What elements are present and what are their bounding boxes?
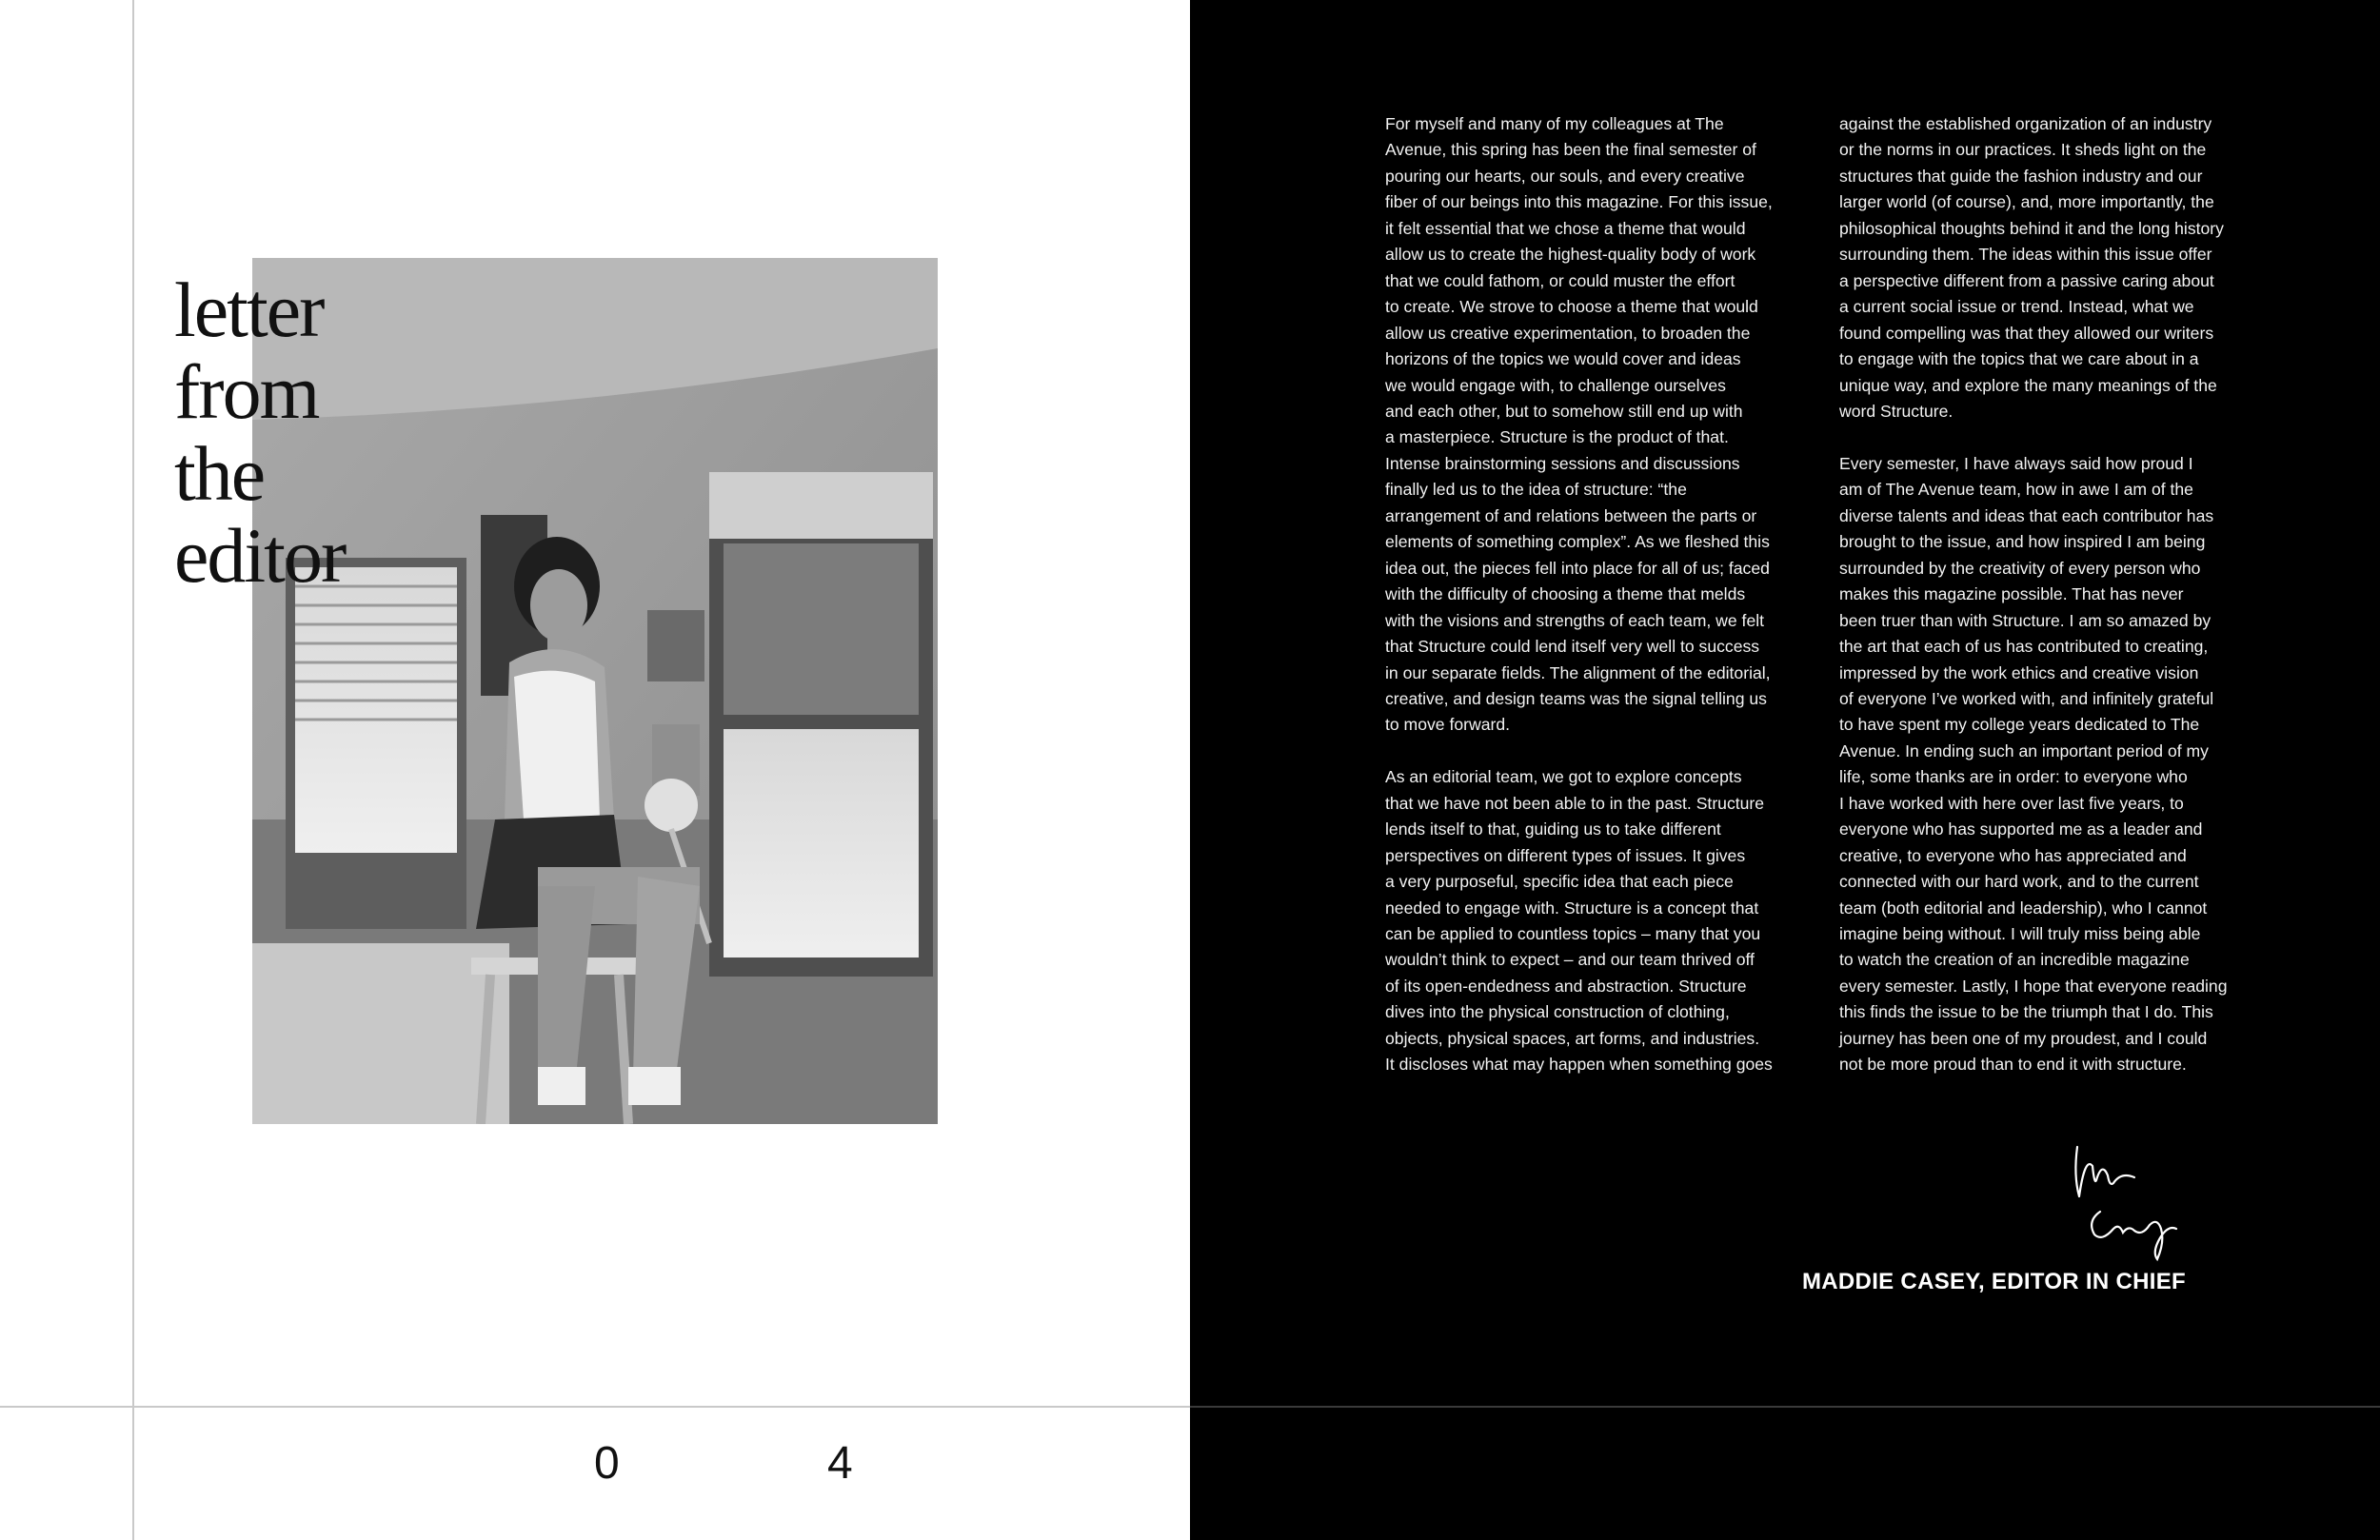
page-number-digit: 0 [594, 1438, 620, 1489]
letter-paragraph: Every semester, I have always said how proud I am of The Avenue team, how in awe I am of the diverse talents and ideas that each contributor has brought to the issue, and how inspired I am being surrounded by the creativity of every person who makes this magazine possible. That has never been truer than with Structure. I am so amazed by the art that each of us has contributed to creating, impressed by the work ethics and creative vision of everyone I’ve worked with, and infinitely grateful to have spent my college years dedicated to The Avenue. In ending such an important period of my life, some thanks are in order: to everyone who I have worked with here over last five years, to everyone who has supported me as a leader and creative, to everyone who has appreciated and connected with our hard work, and to the current team (both editorial and leadership), who I cannot imagine being without. I will truly miss being able to watch the creation of an incredible magazine every semester. Lastly, I hope that everyone reading this finds the issue to be the triumph that I do. This journey has been one of my proudest, and I could not be more proud than to end it with structure. [1839, 453, 2228, 1075]
letter-column-right [1839, 111, 2263, 1078]
signature-name: MADDIE CASEY, EDITOR IN CHIEF [1802, 1269, 2186, 1294]
letter-paragraph: For myself and many of my colleagues at The Avenue, this spring has been the final semester of pouring our hearts, our souls, and every creative fiber of our beings into this magazine. For this issue, it felt essential that we chose a theme that would allow us to create the highest-quality body of work that we could fathom, or could muster the effort to create. We strove to choose a theme that would allow us creative experimentation, to broaden the horizons of the topics we would cover and ideas we would engage with, to challenge ourselves and each other, but to somehow still end up with a masterpiece. Structure is the product of that. Intense brainstorming sessions and discussions finally led us to the idea of structure: “the arrangement of and relations between the parts or elements of something complex”. As we fleshed this idea out, the pieces fell into place for all of us; faced with the difficulty of choosing a theme that melds with the visions and strengths of each team, we felt that Structure could lend itself very well to success in our separate fields. The alignment of the editorial, creative, and design teams was the signal telling us to move forward. [1385, 114, 1773, 735]
title-line: letter [174, 267, 324, 353]
vertical-margin-rule [132, 0, 134, 1540]
title-line: from [174, 348, 319, 435]
signature-mark [2066, 1137, 2190, 1261]
page-title [174, 269, 345, 597]
letter-paragraph: against the established organization of an industry or the norms in our practices. It sheds light on the structures that guide the fashion industry and our larger world (of course), and, more importantly, the philosophical thoughts behind it and the long history surrounding them. The ideas within this issue offer a perspective different from a passive caring about a current social issue or trend. Instead, what we found compelling was that they allowed our writers to engage with the topics that we care about in a unique way, and explore the many meanings of the word Structure. [1839, 114, 2224, 421]
horizontal-footer-rule-dark [1190, 1406, 2380, 1408]
editor-photo-illustration [252, 258, 938, 1124]
page-number-digit: 4 [827, 1438, 853, 1489]
handwritten-signature [2066, 1137, 2190, 1261]
letter-paragraph: As an editorial team, we got to explore concepts that we have not been able to in the past. Structure lends itself to that, guiding us to take different perspectives on different types of issues. It gives a very purposeful, specific idea that each piece needed to engage with. Structure is a concept that can be applied to countless topics – many that you wouldn’t think to expect – and our team thrived off of its open-endedness and abstraction. Structure dives into the physical construction of clothing, objects, physical spaces, art forms, and industries. It discloses what may happen when something goes [1385, 767, 1773, 1075]
letter-column-left [1385, 111, 1804, 1078]
title-line: editor [174, 512, 346, 599]
editor-photo [252, 258, 938, 1124]
title-line: the [174, 430, 265, 517]
